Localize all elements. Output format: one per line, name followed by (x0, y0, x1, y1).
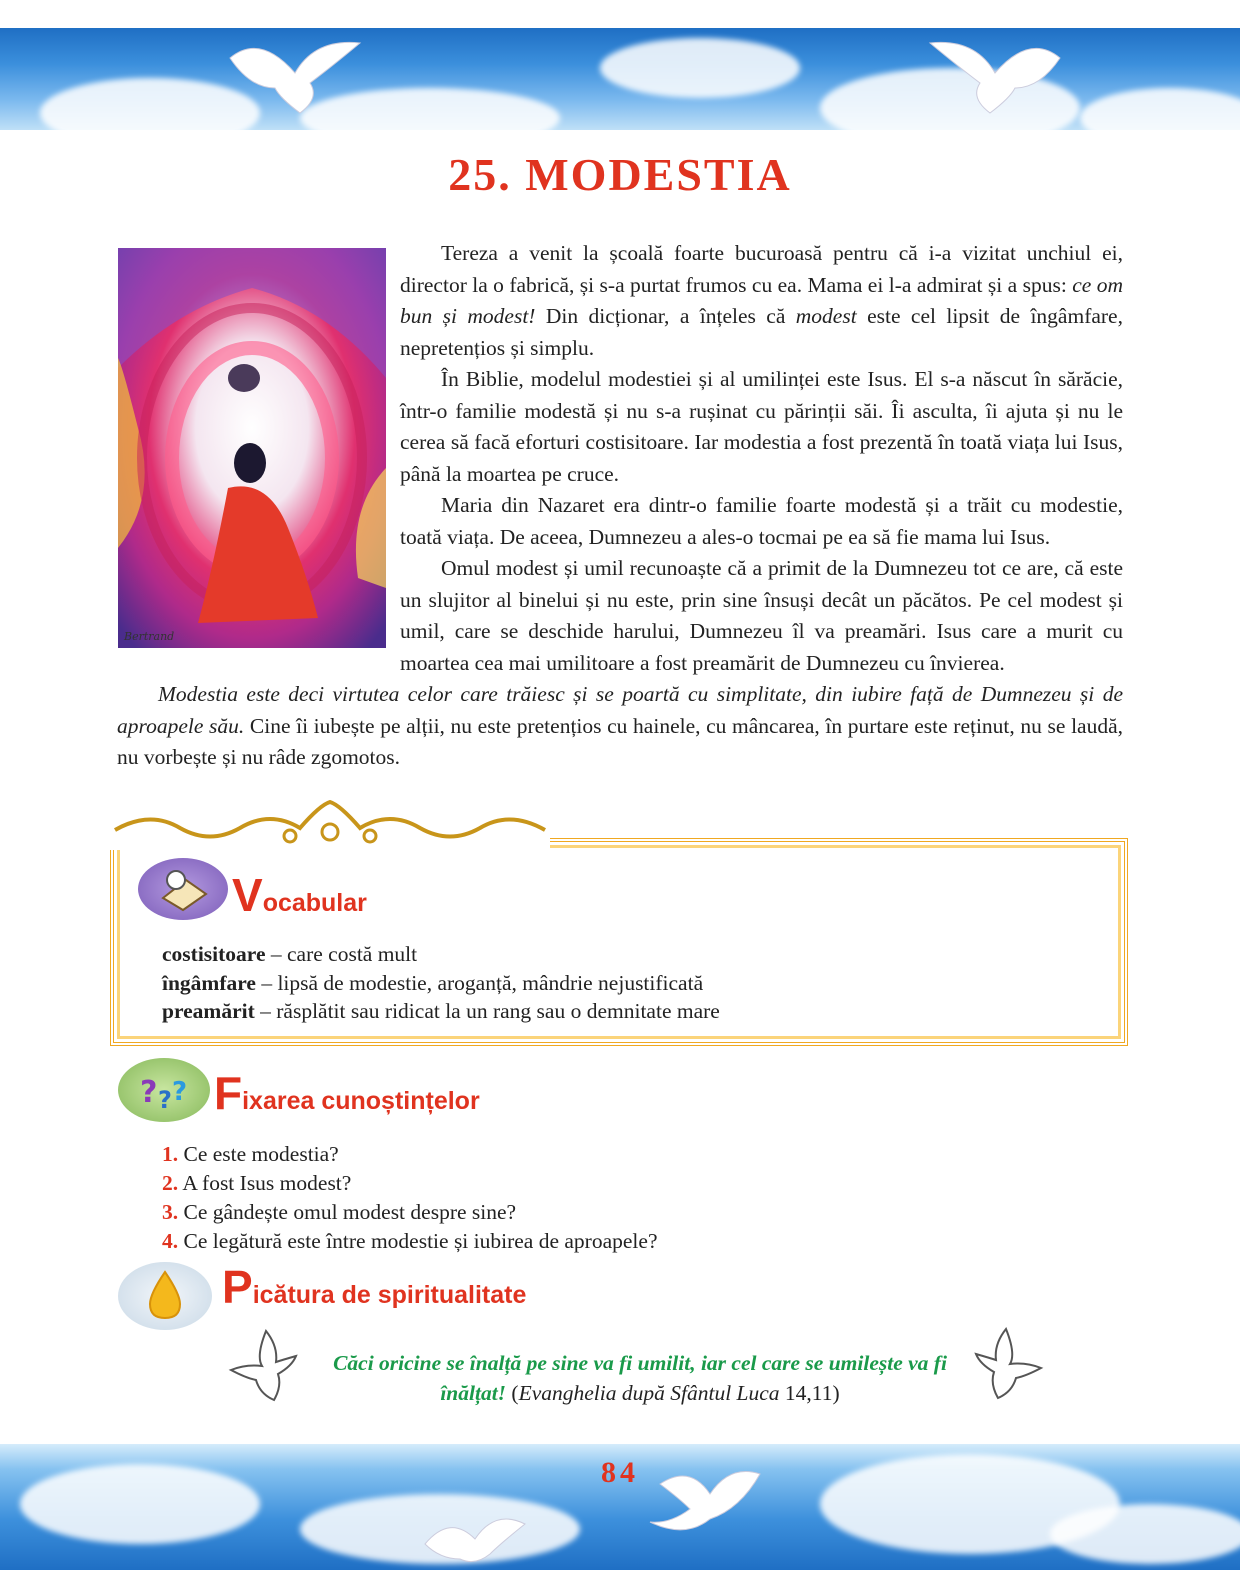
vocabulary-item: îngâmfare – lipsă de modestie, aroganță, mândrie nejustificată (162, 970, 704, 995)
page-number: 84 (601, 1456, 639, 1489)
svg-text:?: ? (140, 1075, 158, 1110)
question-item: 2. A fost Isus modest? (162, 1171, 352, 1195)
book-icon (138, 858, 228, 920)
top-sky-banner (0, 28, 1240, 130)
question-item: 4. Ce legătură este între modestie și iubirea de aproapele? (162, 1229, 658, 1253)
paragraph-2: În Biblie, modelul modestiei și al umilinței este Isus. El s-a născut în sărăcie, într-o familie modestă și nu s-a rușinat cu părinții săi. Îi asculta, îi ajuta și nu le cerea să facă eforturi costisitoare. Iar modestia a fost prezentă în toată viața lui Isus, până la moartea pe cruce. (400, 367, 1123, 486)
svg-text:?: ? (158, 1086, 172, 1114)
dove-sketch-icon (972, 1324, 1046, 1406)
paragraph-3: Maria din Nazaret era dintr-o familie foarte modestă și a trăit cu modestie, toată viața. De aceea, Dumnezeu a ales-o tocmai pe ea să fie mama lui Isus. (400, 493, 1123, 549)
vocabulary-item: preamărit – răsplătit sau ridicat la un rang sau o demnitate mare (162, 999, 720, 1023)
dove-icon (420, 1504, 530, 1570)
drop-icon (118, 1262, 212, 1330)
paragraph-1: Tereza a venit la școală foarte bucuroasă pentru că i-a vizitat unchiul ei, director la o fabrică, și s-a purtat frumos cu ea. Mama ei l-a admirat și a spus: ce om bun și modest! Din dicționar, a înțeles că modest este cel lipsit de îngâmfare, nepretențios și simplu. (400, 241, 1123, 360)
bible-quote: Căci oricine se înalță pe sine va fi umilit, iar cel care se umilește va fi înălțat! (Evanghelia după Sfântul Luca 14,11) (333, 1351, 947, 1405)
picatura-heading: Picătura de spiritualitate (222, 1261, 527, 1313)
paragraph-5: Modestia este deci virtutea celor care trăiesc și se poartă cu simplitate, din iubire față de Dumnezeu și de aproapele său. Cine îi iubește pe alții, nu este pretențios cu hainele, cu mâncarea, în purtare este reținut, nu se laudă, nu vorbește și nu râde zgomotos. (117, 682, 1124, 769)
ornament-divider (110, 800, 550, 850)
dove-icon (920, 28, 1070, 128)
dove-sketch-icon (226, 1326, 300, 1408)
question-marks-icon (118, 1058, 210, 1122)
dove-icon (220, 28, 370, 128)
question-item: 1. Ce este modestia? (162, 1142, 339, 1166)
painting-signature: Bertrand (124, 630, 175, 643)
paragraph-4: Omul modest și umil recunoaște că a primit de la Dumnezeu tot ce are, că este un slujitor al binelui și nu este, prin sine însuși decât un păcătos. Pe cel modest și umil, care se deschide harului, Dumnezeu îl va preamări. Isus care a murit cu moartea cea mai umilitoare a fost preamărit de Dumnezeu cu învierea. (400, 556, 1123, 675)
vocabulary-item: costisitoare – care costă mult (162, 942, 418, 966)
svg-text:?: ? (172, 1077, 188, 1107)
fixarea-heading: Fixarea cunoștințelor (214, 1067, 480, 1119)
lesson-text (117, 238, 1123, 774)
vocabulary-list (162, 940, 720, 1026)
vocabulary-heading: Vocabular (232, 869, 367, 921)
page-title: 25. MODESTIA (448, 149, 792, 200)
questions-list (162, 1140, 658, 1256)
question-item: 3. Ce gândește omul modest despre sine? (162, 1200, 517, 1224)
